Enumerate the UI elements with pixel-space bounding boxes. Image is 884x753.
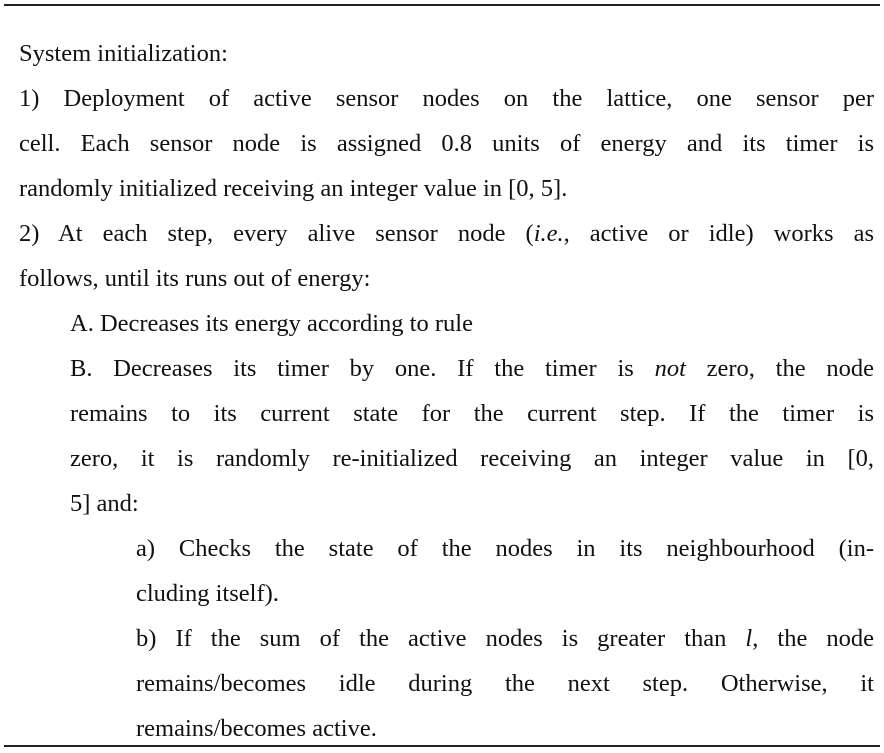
subsub-a-line-2: cluding itself). xyxy=(136,580,279,607)
step-2-ie-italic: i.e. xyxy=(533,220,564,247)
substep-b-not-italic: not xyxy=(654,355,686,382)
subsub-b-line-1-post: , the node xyxy=(752,625,874,652)
step-2-line-1-post: , active or idle) works as xyxy=(563,220,874,247)
step-2-line-1 xyxy=(19,211,874,256)
step-1-line-2: cell. Each sensor node is assigned 0.8 units of energy and its timer is xyxy=(19,130,874,157)
substep-b-line-4: 5] and: xyxy=(70,490,139,517)
step-2-line-1-pre: 2) At each step, every alive sensor node ( xyxy=(19,220,534,247)
subsub-b-line-1 xyxy=(19,616,874,661)
substep-b-line-1-pre: B. Decreases its timer by one. If the timer is xyxy=(70,355,655,382)
algorithm-content xyxy=(19,31,874,751)
subsub-b-line-1-pre: b) If the sum of the active nodes is greater than xyxy=(136,625,746,652)
algorithm-title: System initialization: xyxy=(19,40,228,67)
substep-b-line-3: zero, it is randomly re-initialized receiving an integer value in [0, xyxy=(70,445,874,472)
subsub-b-l-italic: l xyxy=(745,625,753,652)
algorithm-box xyxy=(4,4,880,747)
substep-b-line-2: remains to its current state for the current step. If the timer is xyxy=(70,400,874,427)
subsub-a-line-1: a) Checks the state of the nodes in its neighbourhood (in- xyxy=(136,535,874,562)
substep-b-line-1 xyxy=(19,346,874,391)
step-2-line-2: follows, until its runs out of energy: xyxy=(19,265,371,292)
substep-b-line-1-post: zero, the node xyxy=(685,355,875,382)
subsub-b-line-2: remains/becomes idle during the next step. Otherwise, it xyxy=(136,670,874,697)
substep-a: A. Decreases its energy according to rule xyxy=(70,310,473,337)
step-1-line-1: 1) Deployment of active sensor nodes on the lattice, one sensor per xyxy=(19,85,874,112)
subsub-b-line-3: remains/becomes active. xyxy=(136,715,377,742)
step-1-line-3: randomly initialized receiving an integer value in [0, 5]. xyxy=(19,175,568,202)
